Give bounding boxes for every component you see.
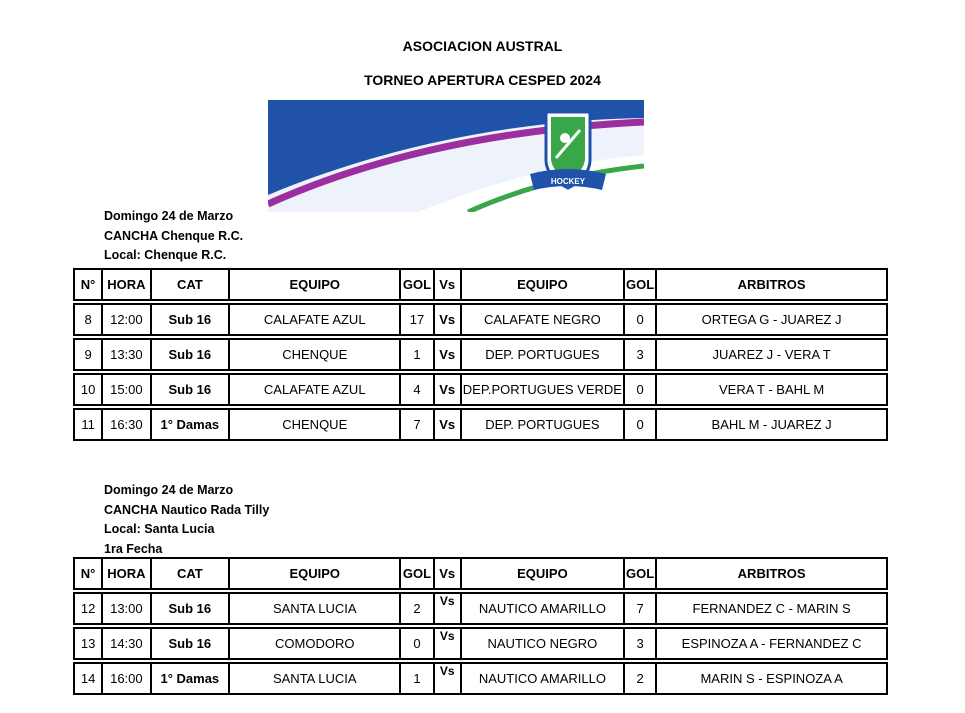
table-header — [74, 269, 887, 300]
home-team: SANTA LUCIA — [229, 663, 400, 694]
col-hora: HORA — [102, 558, 150, 589]
category: Sub 16 — [151, 304, 230, 335]
col-equipo-1: EQUIPO — [229, 558, 400, 589]
away-team: DEP. PORTUGUES — [461, 409, 624, 440]
col-num: N° — [74, 269, 102, 300]
local-line: Local: Chenque R.C. — [104, 248, 227, 262]
home-goals: 1 — [400, 663, 433, 694]
col-gol-2: GOL — [624, 269, 656, 300]
match-time: 14:30 — [102, 628, 150, 659]
home-goals: 0 — [400, 628, 433, 659]
logo-text: HOCKEY — [550, 177, 586, 186]
table-row — [74, 304, 887, 335]
away-goals: 3 — [624, 628, 656, 659]
col-vs: Vs — [434, 269, 461, 300]
referees: MARIN S - ESPINOZA A — [656, 663, 887, 694]
away-goals: 2 — [624, 663, 656, 694]
home-team: SANTA LUCIA — [229, 593, 400, 624]
away-team: NAUTICO AMARILLO — [461, 663, 624, 694]
match-time: 15:00 — [102, 374, 150, 405]
home-team: CALAFATE AZUL — [229, 374, 400, 405]
col-vs: Vs — [434, 558, 461, 589]
away-goals: 0 — [624, 374, 656, 405]
category: Sub 16 — [151, 593, 230, 624]
date-line: Domingo 24 de Marzo — [104, 209, 234, 223]
away-goals: 0 — [624, 409, 656, 440]
section-2-info — [104, 481, 269, 559]
col-equipo-2: EQUIPO — [461, 269, 624, 300]
org-title: ASOCIACION AUSTRAL — [402, 38, 563, 54]
col-gol-1: GOL — [400, 558, 433, 589]
table-row — [74, 663, 887, 694]
match-number: 9 — [74, 339, 102, 370]
away-goals: 3 — [624, 339, 656, 370]
home-goals: 7 — [400, 409, 433, 440]
col-gol-1: GOL — [400, 269, 433, 300]
col-arbitros: ARBITROS — [656, 558, 887, 589]
col-arbitros: ARBITROS — [656, 269, 887, 300]
category: 1° Damas — [151, 663, 230, 694]
referees: ESPINOZA A - FERNANDEZ C — [656, 628, 887, 659]
col-cat: CAT — [151, 558, 230, 589]
field-line: CANCHA Chenque R.C. — [104, 228, 244, 243]
match-time: 16:00 — [102, 663, 150, 694]
match-time: 13:00 — [102, 593, 150, 624]
col-equipo-2: EQUIPO — [461, 558, 624, 589]
referees: VERA T - BAHL M — [656, 374, 887, 405]
schedule-table-2 — [73, 557, 888, 695]
section-1-info — [104, 207, 243, 266]
match-number: 10 — [74, 374, 102, 405]
home-team: CHENQUE — [229, 409, 400, 440]
home-goals: 2 — [400, 593, 433, 624]
round-line: 1ra Fecha — [104, 541, 163, 556]
match-time: 12:00 — [102, 304, 150, 335]
vs-label: Vs — [434, 593, 461, 624]
table-row — [74, 409, 887, 440]
referees: BAHL M - JUAREZ J — [656, 409, 887, 440]
vs-label: Vs — [434, 339, 461, 370]
table-row — [74, 628, 887, 659]
away-team: DEP.PORTUGUES VERDE — [461, 374, 624, 405]
match-time: 13:30 — [102, 339, 150, 370]
category: Sub 16 — [151, 374, 230, 405]
away-goals: 7 — [624, 593, 656, 624]
field-line: CANCHA Nautico Rada Tilly — [104, 502, 270, 517]
home-team: CALAFATE AZUL — [229, 304, 400, 335]
away-team: CALAFATE NEGRO — [461, 304, 624, 335]
away-team: DEP. PORTUGUES — [461, 339, 624, 370]
local-line: Local: Santa Lucia — [104, 522, 215, 536]
category: Sub 16 — [151, 339, 230, 370]
match-time: 16:30 — [102, 409, 150, 440]
away-team: NAUTICO AMARILLO — [461, 593, 624, 624]
match-number: 13 — [74, 628, 102, 659]
vs-label: Vs — [434, 374, 461, 405]
category: 1° Damas — [151, 409, 230, 440]
match-number: 12 — [74, 593, 102, 624]
col-hora: HORA — [102, 269, 150, 300]
schedule-table-1 — [73, 268, 888, 441]
banner-graphic — [268, 100, 644, 212]
vs-label: Vs — [434, 663, 461, 694]
referees: JUAREZ J - VERA T — [656, 339, 887, 370]
table-header — [74, 558, 887, 589]
col-gol-2: GOL — [624, 558, 656, 589]
home-team: CHENQUE — [229, 339, 400, 370]
col-cat: CAT — [151, 269, 230, 300]
category: Sub 16 — [151, 628, 230, 659]
date-line: Domingo 24 de Marzo — [104, 483, 234, 497]
vs-label: Vs — [434, 304, 461, 335]
match-number: 8 — [74, 304, 102, 335]
col-num: N° — [74, 558, 102, 589]
col-equipo-1: EQUIPO — [229, 269, 400, 300]
table-row — [74, 374, 887, 405]
match-number: 11 — [74, 409, 102, 440]
away-team: NAUTICO NEGRO — [461, 628, 624, 659]
match-number: 14 — [74, 663, 102, 694]
referees: FERNANDEZ C - MARIN S — [656, 593, 887, 624]
table-row — [74, 339, 887, 370]
vs-label: Vs — [434, 409, 461, 440]
home-goals: 17 — [400, 304, 433, 335]
vs-label: Vs — [434, 628, 461, 659]
table-row — [74, 593, 887, 624]
tournament-title: TORNEO APERTURA CESPED 2024 — [364, 72, 601, 88]
referees: ORTEGA G - JUAREZ J — [656, 304, 887, 335]
home-goals: 1 — [400, 339, 433, 370]
away-goals: 0 — [624, 304, 656, 335]
home-goals: 4 — [400, 374, 433, 405]
banner — [268, 100, 644, 212]
home-team: COMODORO — [229, 628, 400, 659]
